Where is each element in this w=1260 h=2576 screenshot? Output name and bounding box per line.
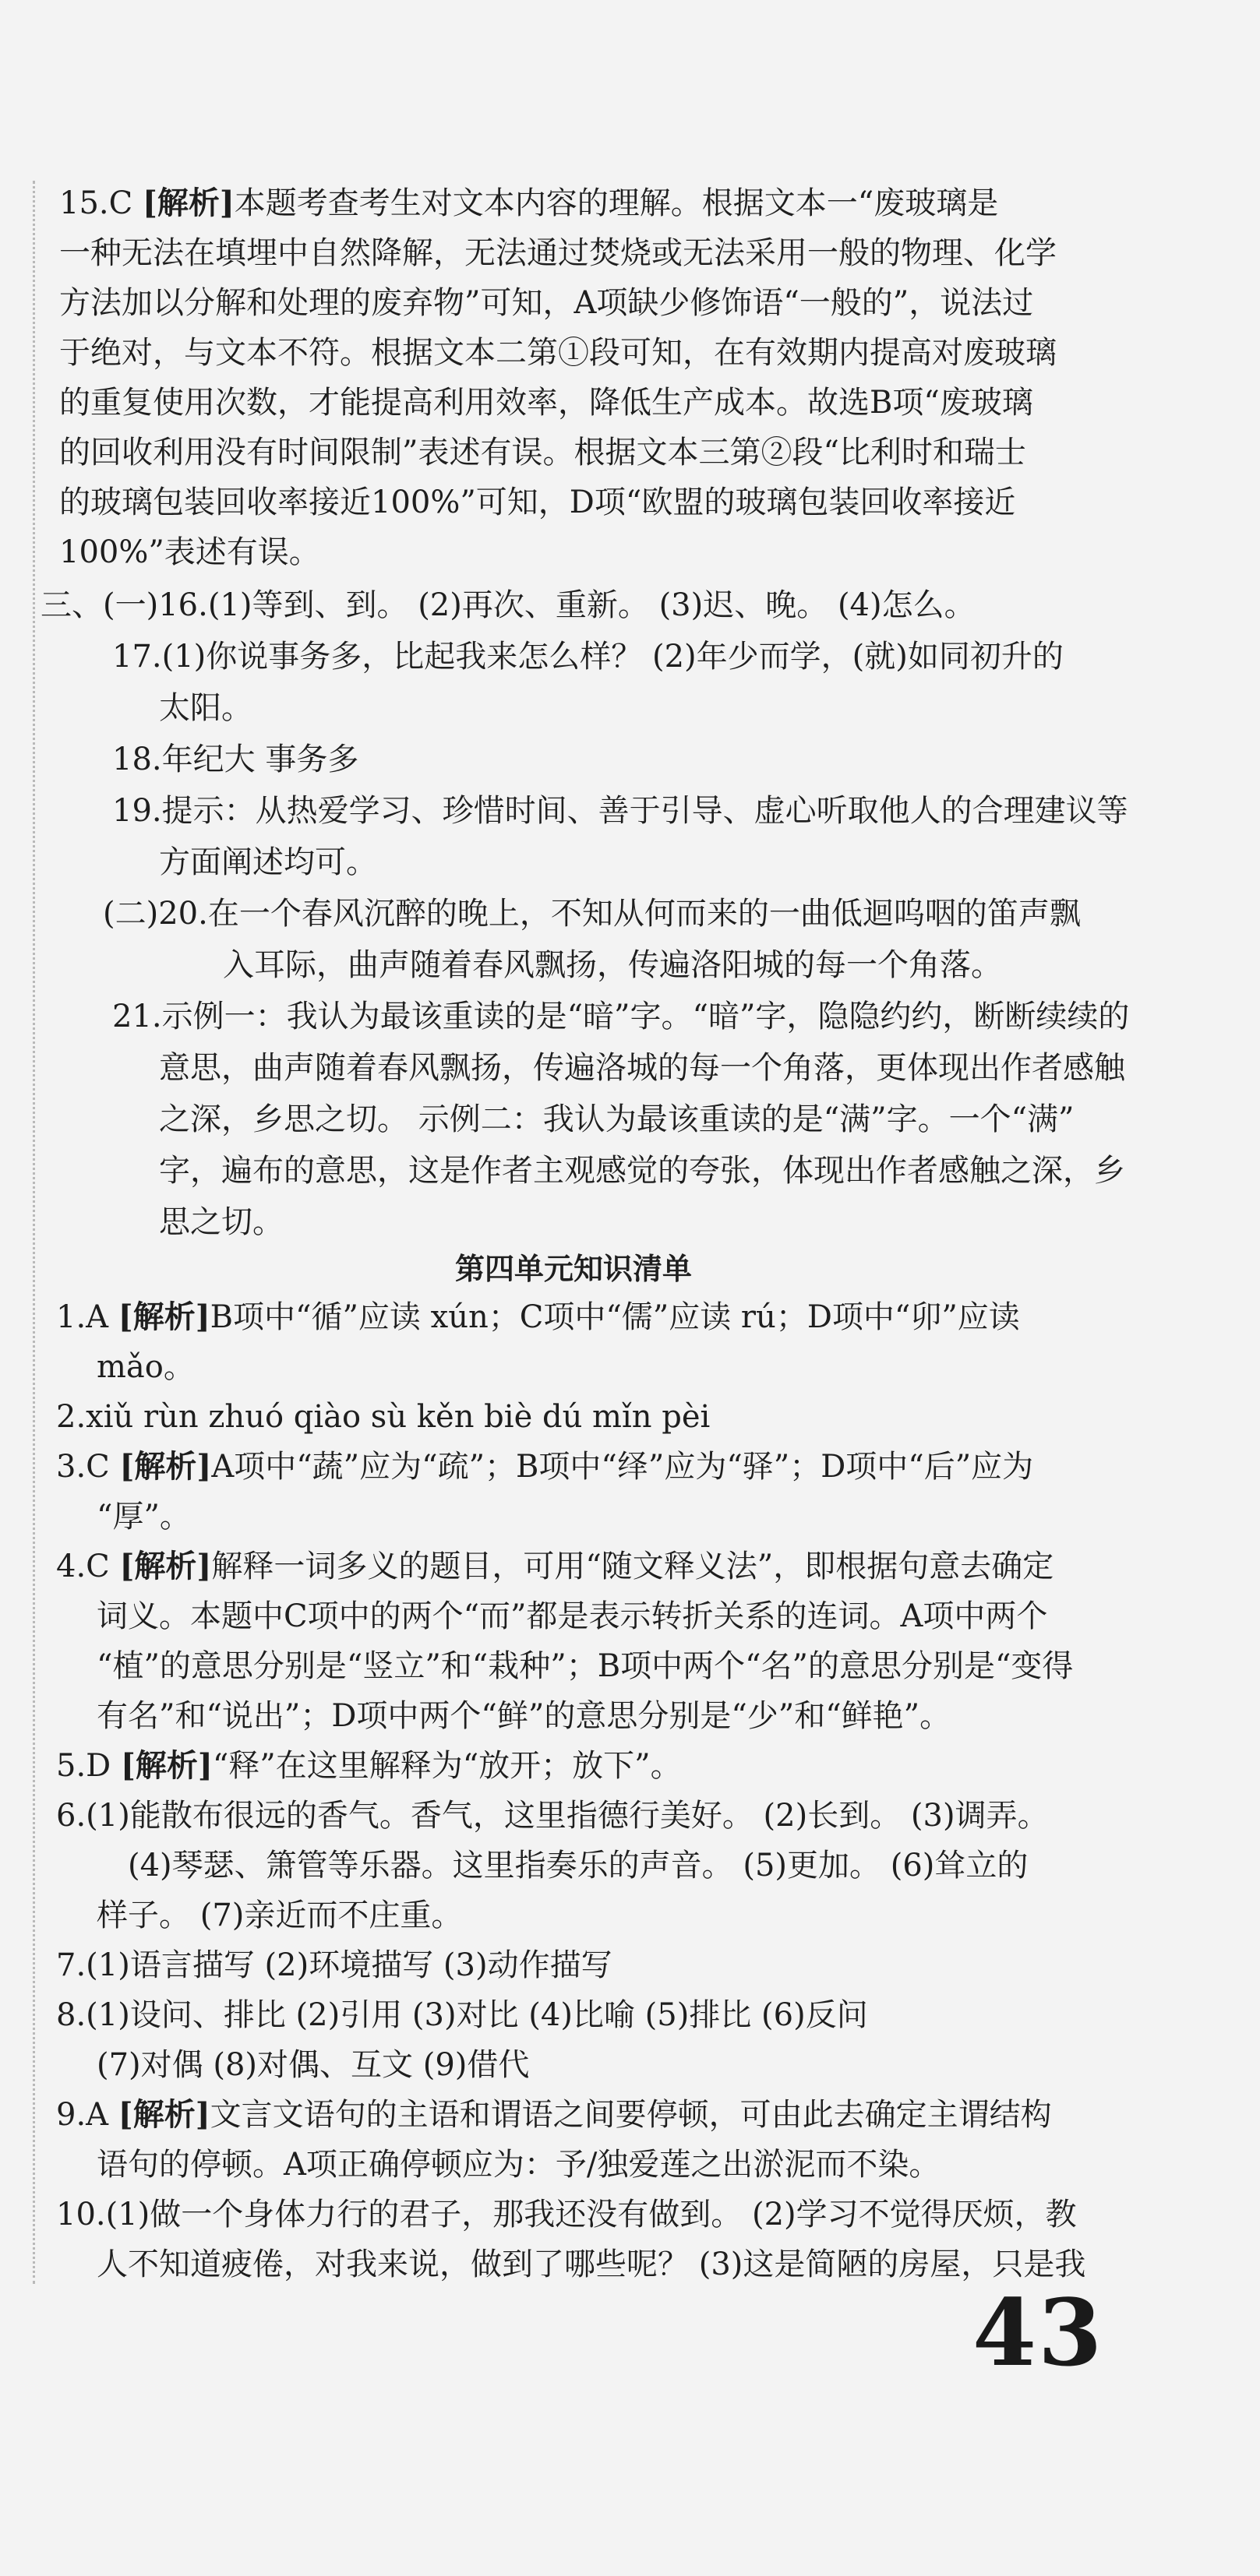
u4-q10-line-1: 10.(1)做一个身体力行的君子，那我还没有做到。 (2)学习不觉得厌烦，教 bbox=[56, 2197, 1077, 2232]
analysis-marker: [解析] bbox=[118, 1299, 210, 1335]
page-number: 43 bbox=[972, 2278, 1104, 2387]
q21-line-1: 21.示例一：我认为最该重读的是“暗”字。“暗”字，隐隐约约，断断续续的 bbox=[112, 999, 1130, 1034]
q21-line-2: 意思，曲声随着春风飘扬，传遍洛城的每一个角落，更体现出作者感触 bbox=[159, 1050, 1125, 1086]
u4-q10-line-2: 人不知道疲倦，对我来说，做到了哪些呢？ (3)这是简陋的房屋，只是我 bbox=[97, 2247, 1086, 2282]
q21-line-5: 思之切。 bbox=[159, 1204, 284, 1240]
u4-q9-line-1: 9.A [解析]文言文语句的主语和谓语之间要停顿，可由此去确定主谓结构 bbox=[56, 2096, 1052, 2133]
q18-line: 18.年纪大 事务多 bbox=[112, 742, 359, 777]
q15-line-6: 的回收利用没有时间限制”表述有误。根据文本三第②段“比利时和瑞士 bbox=[59, 435, 1026, 470]
q15-line-7: 的玻璃包装回收率接近100%”可知，D项“欧盟的玻璃包装回收率接近 bbox=[59, 485, 1016, 520]
u4-q1-line-1: 1.A [解析]B项中“循”应读 xún；C项中“儒”应读 rú；D项中“卯”应读 bbox=[56, 1299, 1020, 1335]
q21-line-4: 字，遍布的意思，这是作者主观感觉的夸张，体现出作者感触之深，乡 bbox=[159, 1153, 1125, 1189]
u4-q9-line-2: 语句的停顿。A项正确停顿应为：予/独爱莲之出淤泥而不染。 bbox=[97, 2147, 941, 2183]
q20-line-1: (二)20.在一个春风沉醉的晚上，不知从何而来的一曲低迴呜咽的笛声飘 bbox=[103, 896, 1081, 932]
q15-line-3: 方法加以分解和处理的废弃物”可知，A项缺少修饰语“一般的”，说法过 bbox=[59, 285, 1034, 321]
u4-q1-line-2: mǎo。 bbox=[97, 1349, 195, 1385]
q17-line-2: 太阳。 bbox=[159, 690, 252, 726]
analysis-marker: [解析] bbox=[120, 1747, 213, 1784]
q19-line-1: 19.提示：从热爱学习、珍惜时间、善于引导、虚心听取他人的合理建议等 bbox=[112, 793, 1128, 829]
analysis-marker: [解析] bbox=[118, 2096, 210, 2133]
u4-q6-line-1: 6.(1)能散布很远的香气。香气，这里指德行美好。 (2)长到。 (3)调弄。 bbox=[56, 1798, 1049, 1834]
u4-q4-line-2: 词义。本题中C项中的两个“而”都是表示转折关系的连词。A项中两个 bbox=[97, 1598, 1048, 1634]
q20-line-2: 入耳际，曲声随着春风飘扬，传遍洛阳城的每一个角落。 bbox=[223, 947, 1002, 983]
q15-line-4: 于绝对，与文本不符。根据文本二第①段可知，在有效期内提高对废玻璃 bbox=[59, 335, 1057, 371]
q15-line-1: 15.C [解析]本题考查考生对文本内容的理解。根据文本一“废玻璃是 bbox=[59, 185, 999, 221]
u4-q4-line-1: 4.C [解析]解释一词多义的题目，可用“随文释义法”，即根据句意去确定 bbox=[56, 1548, 1054, 1584]
u4-q5-line: 5.D [解析]“释”在这里解释为“放开；放下”。 bbox=[56, 1747, 682, 1784]
u4-q3-line-1: 3.C [解析]A项中“蔬”应为“疏”；B项中“绎”应为“驿”；D项中“后”应为 bbox=[56, 1448, 1034, 1485]
q15-line-8: 100%”表述有误。 bbox=[59, 534, 320, 570]
u4-q3-line-2: “厚”。 bbox=[97, 1499, 191, 1535]
u4-q8-line-1: 8.(1)设问、排比 (2)引用 (3)对比 (4)比喻 (5)排比 (6)反问 bbox=[56, 1997, 868, 2033]
u4-q6-line-2: (4)琴瑟、箫管等乐器。这里指奏乐的声音。 (5)更加。 (6)耸立的 bbox=[128, 1848, 1029, 1884]
q17-line-1: 17.(1)你说事务多，比起我来怎么样？ (2)年少而学，(就)如同初升的 bbox=[112, 639, 1064, 675]
analysis-marker: [解析] bbox=[142, 185, 235, 221]
q15-line-2: 一种无法在填埋中自然降解，无法通过焚烧或无法采用一般的物理、化学 bbox=[59, 235, 1057, 271]
analysis-marker: [解析] bbox=[119, 1548, 212, 1584]
u4-q8-line-2: (7)对偶 (8)对偶、互文 (9)借代 bbox=[97, 2047, 530, 2083]
u4-q6-line-3: 样子。 (7)亲近而不庄重。 bbox=[97, 1898, 463, 1933]
u4-q4-line-4: 有名”和“说出”；D项中两个“鲜”的意思分别是“少”和“鲜艳”。 bbox=[97, 1698, 951, 1734]
section-heading: 第四单元知识清单 bbox=[454, 1252, 692, 1286]
analysis-marker: [解析] bbox=[119, 1448, 212, 1485]
u4-q4-line-3: “植”的意思分别是“竖立”和“栽种”；B项中两个“名”的意思分别是“变得 bbox=[97, 1648, 1074, 1684]
u4-q7-line: 7.(1)语言描写 (2)环境描写 (3)动作描写 bbox=[56, 1947, 612, 1983]
binding-margin-line bbox=[33, 181, 35, 2284]
q21-line-3: 之深，乡思之切。 示例二：我认为最该重读的是“满”字。一个“满” bbox=[159, 1101, 1075, 1137]
q16-line: 三、(一)16.(1)等到、到。 (2)再次、重新。 (3)迟、晚。 (4)怎么。 bbox=[41, 587, 976, 623]
u4-q2-line: 2.xiǔ rùn zhuó qiào sù kěn biè dú mǐn pèi bbox=[56, 1399, 711, 1435]
q15-line-5: 的重复使用次数，才能提高利用效率，降低生产成本。故选B项“废玻璃 bbox=[59, 385, 1033, 421]
q19-line-2: 方面阐述均可。 bbox=[159, 844, 377, 880]
